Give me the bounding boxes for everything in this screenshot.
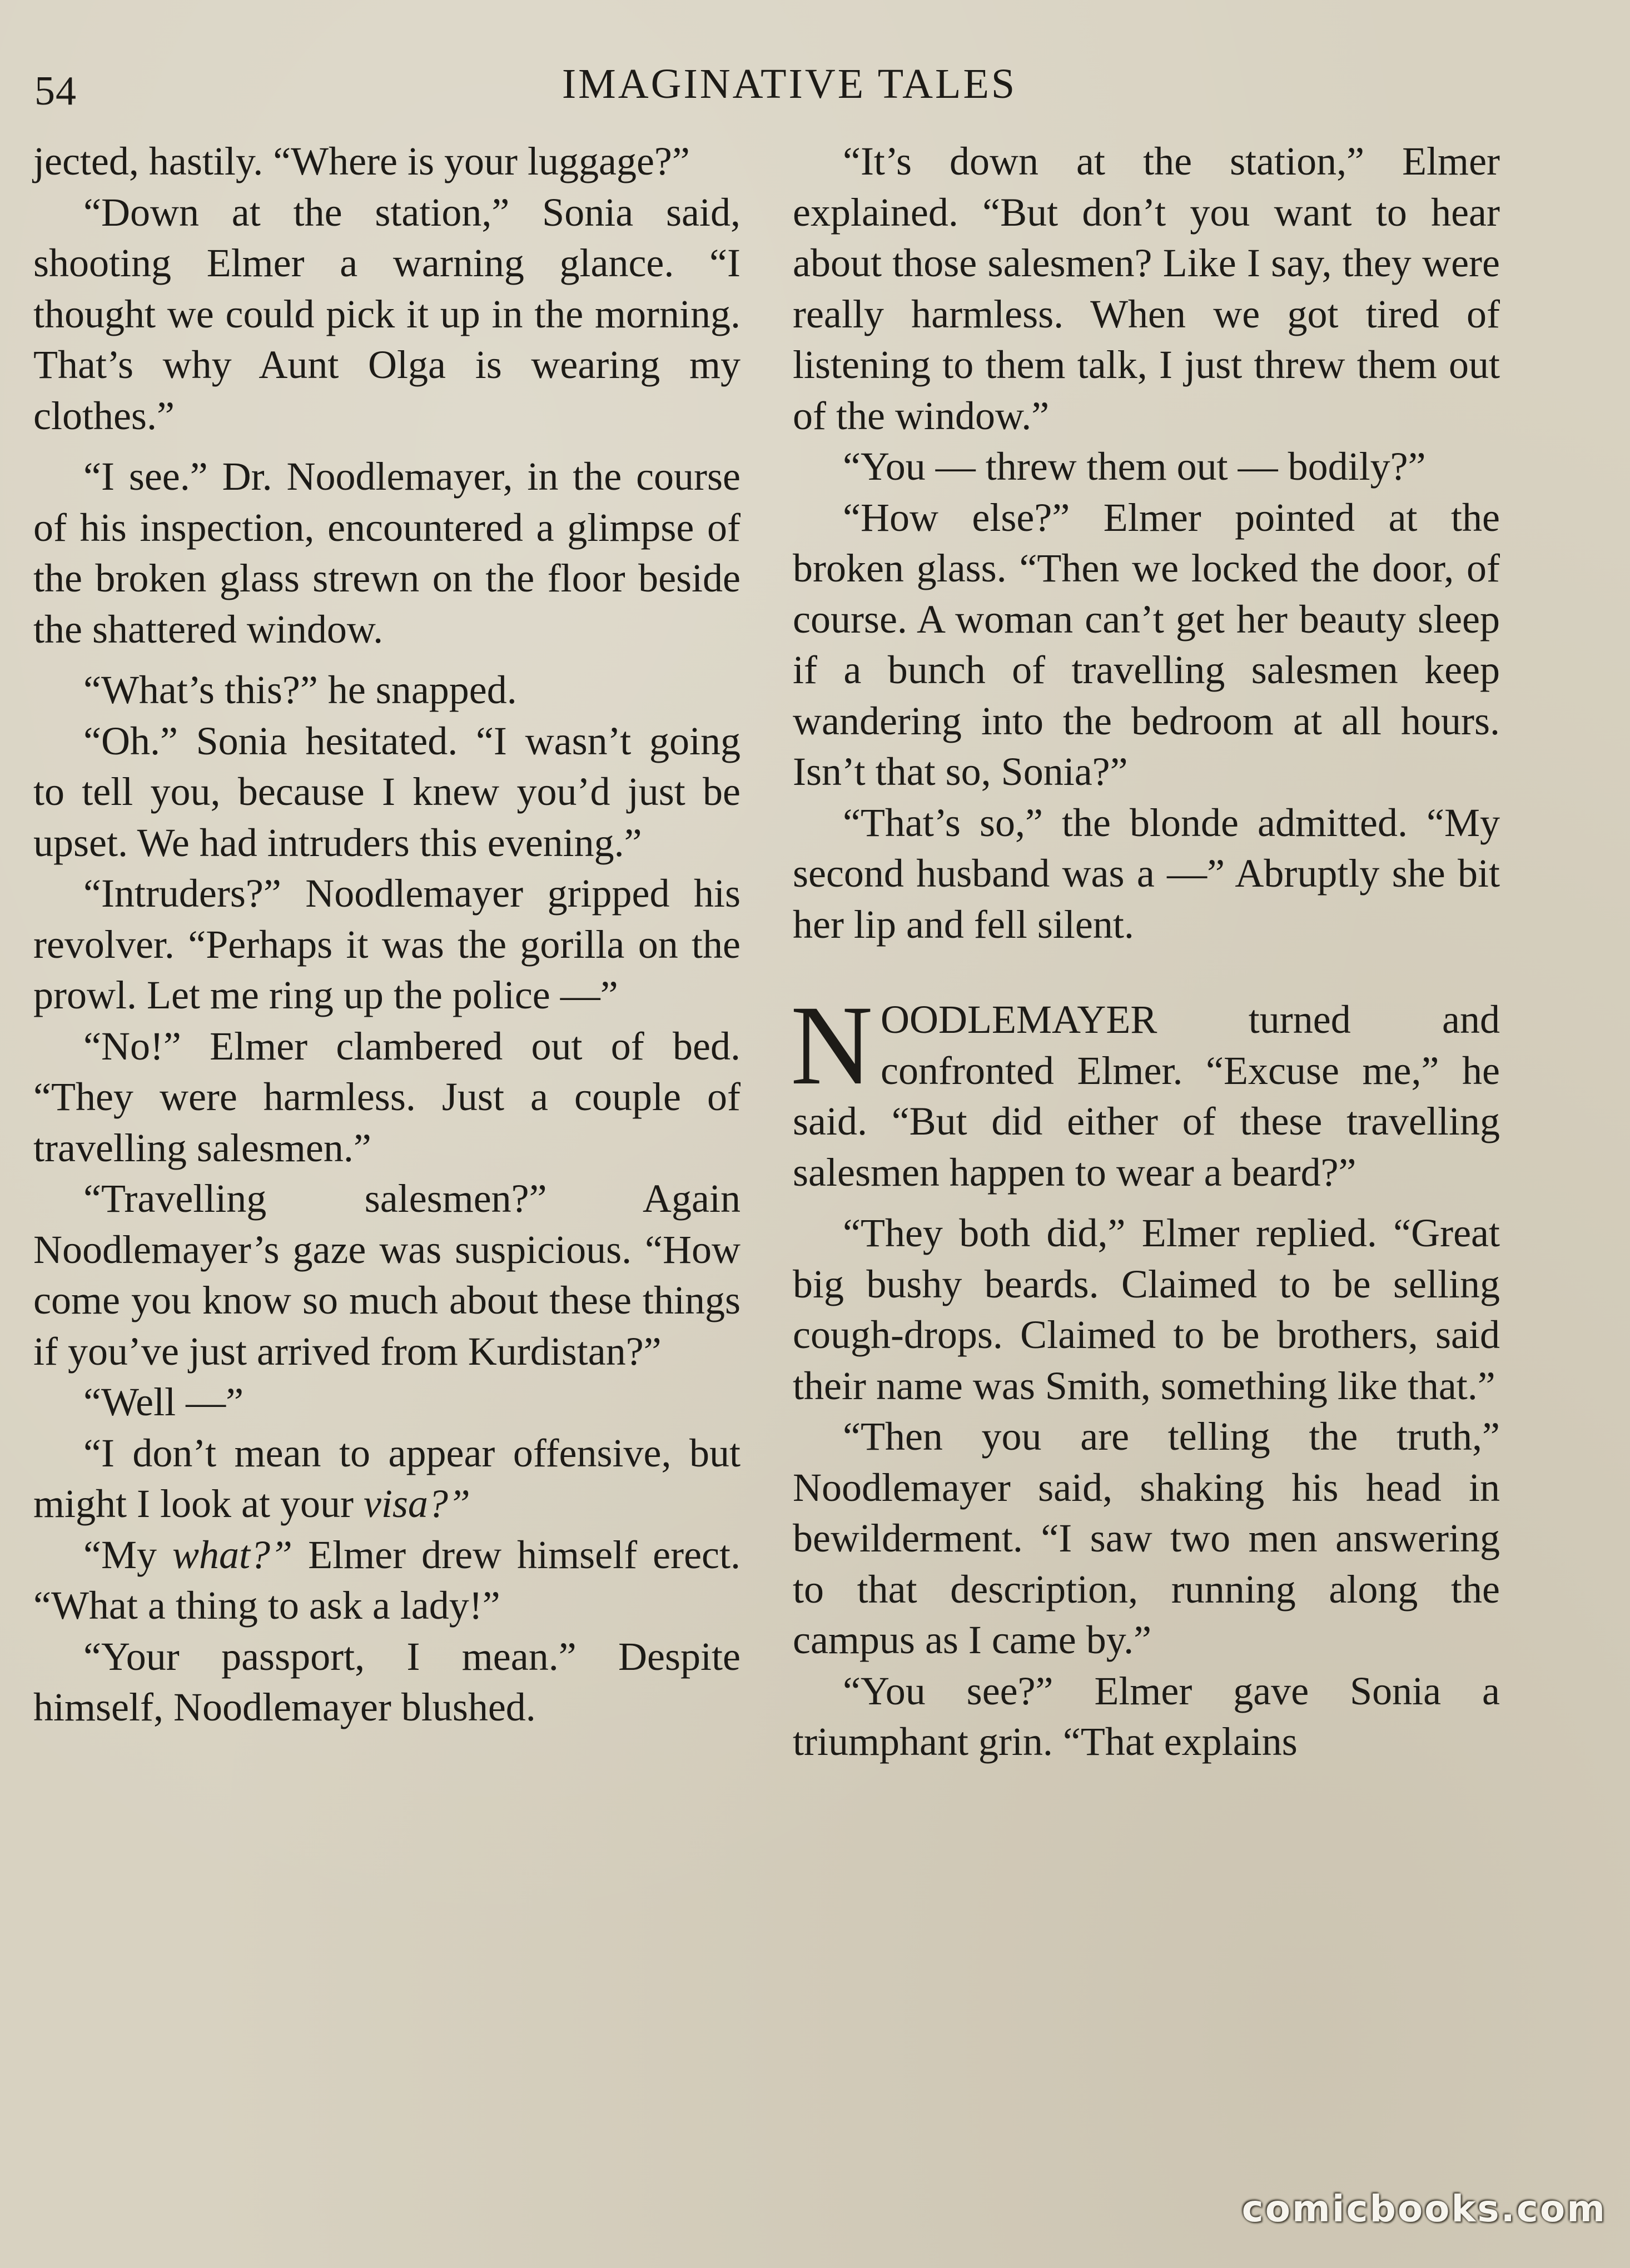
- paragraph: [33, 1428, 741, 1530]
- paragraph: “No!” Elmer clambered out of bed. “They were harmless. Just a couple of travelling salesmen.”: [33, 1023, 741, 1170]
- paragraph-text: “I don’t mean to appear offensive, but might I look at your: [33, 1430, 741, 1526]
- paragraph-text: Elmer drew himself erect. “What a thing to ask a lady!”: [33, 1532, 741, 1628]
- page-header: [0, 56, 1630, 117]
- left-column: [33, 136, 741, 1733]
- paragraph: “Intruders?” Noodlemayer gripped his revolver. “Perhaps it was the gorilla on the prowl. Let me ring up the police —”: [33, 871, 741, 1017]
- paragraph: “It’s down at the station,” Elmer explained. “But don’t you want to hear about those salesmen? Like I say, they were really harmless. When we got tired of listening to them talk, I just threw them out of the window.”: [793, 139, 1500, 438]
- section-opening-paragraph: [791, 982, 1500, 1198]
- paragraph: “Travelling salesmen?” Again Noodlemayer’s gaze was suspicious. “How come you know so much about these things if you’ve just arrived from Kurdistan?”: [33, 1176, 741, 1374]
- paragraph: “You — threw them out — bodily?”: [843, 444, 1426, 489]
- paragraph: “I see.” Dr. Noodlemayer, in the course of his inspection, encountered a glimpse of the broken glass strewn on the floor beside the shattered window.: [33, 454, 741, 651]
- italic-text: visa?”: [363, 1481, 470, 1526]
- italic-text: what?”: [172, 1532, 293, 1577]
- paragraph: “Oh.” Sonia hesitated. “I wasn’t going to tell you, because I knew you’d just be upset. We had intruders this evening.”: [33, 718, 741, 865]
- paragraph: “Then you are telling the truth,” Noodlemayer said, shaking his head in bewilderment. “I saw two men answering to that description, running along the campus as I came by.”: [793, 1414, 1500, 1662]
- paragraph: “Down at the station,” Sonia said, shooting Elmer a warning glance. “I thought we could pick it up in the morning. That’s why Aunt Olga is wearing my clothes.”: [33, 190, 741, 438]
- paragraph: “How else?” Elmer pointed at the broken glass. “Then we locked the door, of course. A woman can’t get her beauty sleep if a bunch of travelling salesmen keep wandering into the bedroom at all hours. Isn’t that so, Sonia?”: [793, 495, 1500, 794]
- watermark: comicbooks.com: [1241, 2187, 1607, 2230]
- paragraph: jected, hastily. “Where is your luggage?”: [33, 139, 690, 183]
- paragraph: “You see?” Elmer gave Sonia a triumphant grin. “That explains: [793, 1668, 1500, 1764]
- drop-cap: N: [791, 982, 873, 1108]
- paragraph-text: “My: [83, 1532, 173, 1577]
- paragraph: “They both did,” Elmer replied. “Great big bushy beards. Claimed to be selling cough-drops. Claimed to be brothers, said their name was Smith, something like that.”: [793, 1211, 1500, 1408]
- paragraph: “Well —”: [83, 1380, 244, 1424]
- paragraph: “What’s this?” he snapped.: [83, 668, 517, 712]
- running-title: IMAGINATIVE TALES: [561, 61, 1017, 107]
- paragraph: “Your passport, I mean.” Despite himself, Noodlemayer blushed.: [33, 1634, 741, 1729]
- paragraph: “That’s so,” the blonde admitted. “My second husband was a —” Abruptly she bit her lip and fell silent.: [793, 800, 1500, 947]
- paragraph-text: OODLEMAYER turned and confronted Elmer. “Excuse me,” he said. “But did either of these travelling salesmen happen to wear a beard?”: [793, 997, 1500, 1195]
- right-column: [793, 136, 1500, 1768]
- paragraph: [33, 1530, 741, 1632]
- page-number: 54: [34, 68, 77, 114]
